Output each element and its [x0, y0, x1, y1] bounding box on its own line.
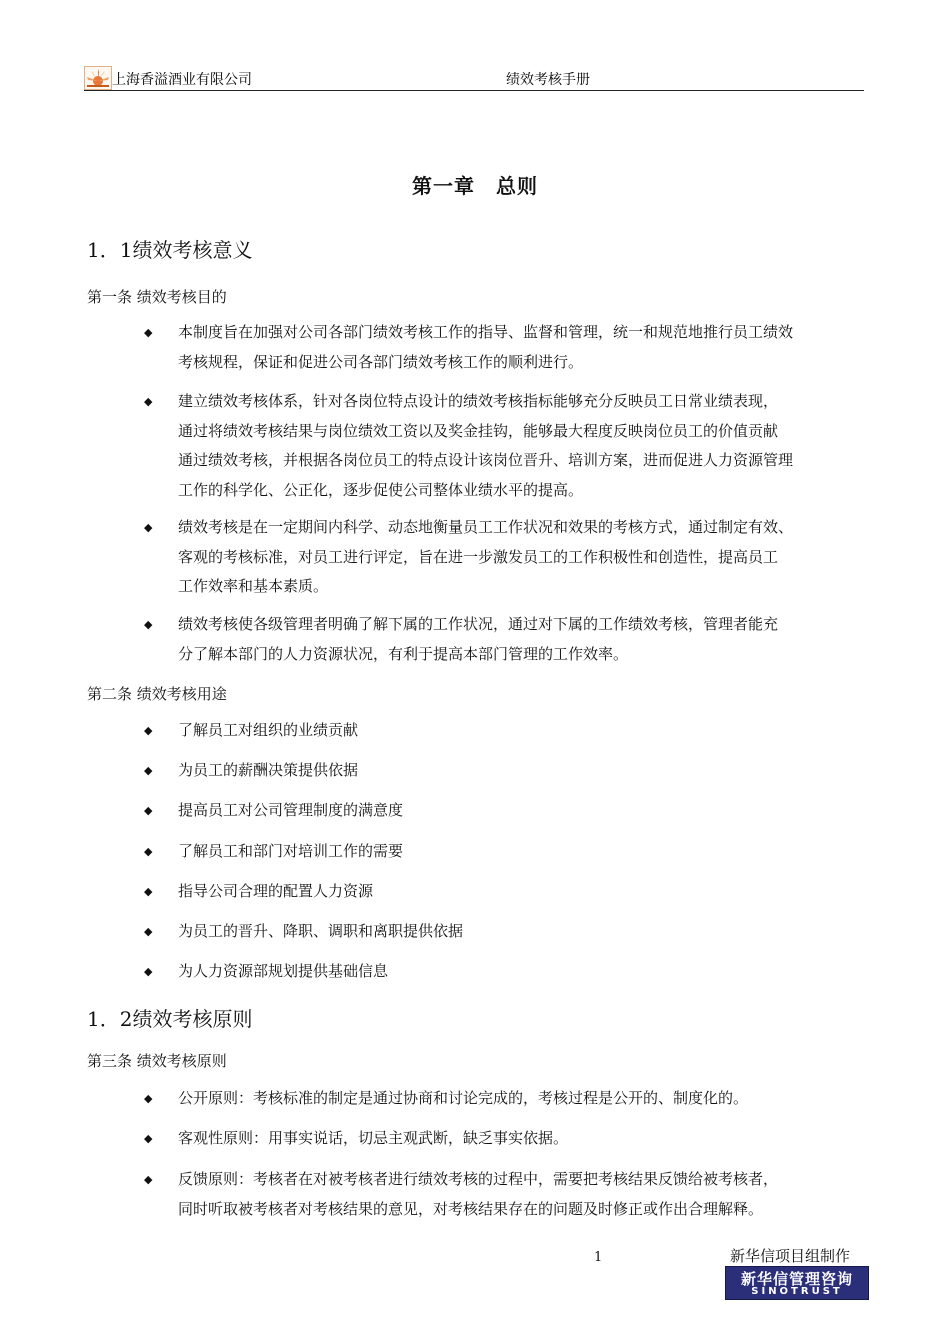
- footer-credit: 新华信项目组制作: [730, 1247, 851, 1265]
- bullet-diamond-icon: ◆: [144, 804, 153, 817]
- article-title: 第三条 绩效考核原则: [87, 1052, 227, 1070]
- page-number: 1: [594, 1250, 603, 1265]
- bullet-text-line: 工作效率和基本素质。: [178, 577, 329, 595]
- bullet-diamond-icon: ◆: [144, 395, 153, 408]
- bullet-diamond-icon: ◆: [144, 925, 153, 938]
- bullet-text-line: 了解员工对组织的业绩贡献: [178, 721, 359, 739]
- bullet-text-line: 客观性原则：用事实说话，切忌主观武断，缺乏事实依据。: [178, 1129, 569, 1147]
- list-item: [144, 387, 864, 505]
- bullet-text-line: 了解员工和部门对培训工作的需要: [178, 842, 404, 860]
- bullet-diamond-icon: ◆: [144, 885, 153, 898]
- bullet-text-line: 指导公司合理的配置人力资源: [178, 882, 374, 900]
- bullet-diamond-icon: ◆: [144, 521, 153, 534]
- bullet-text-line: 绩效考核使各级管理者明确了解下属的工作状况，通过对下属的工作绩效考核，管理者能充: [178, 615, 779, 633]
- list-item: [144, 957, 864, 987]
- bullet-text-line: 客观的考核标准，对员工进行评定，旨在进一步激发员工的工作积极性和创造性，提高员工: [178, 547, 779, 566]
- bullet-text-line: 为员工的薪酬决策提供依据: [178, 761, 359, 779]
- list-item: [144, 917, 864, 947]
- chapter-title: 第一章 总则: [412, 174, 538, 198]
- section-title: 1．2绩效考核原则: [87, 1007, 253, 1031]
- sunburst-logo-icon: [85, 67, 111, 89]
- bullet-diamond-icon: ◆: [144, 764, 153, 777]
- sinotrust-logo: [725, 1266, 869, 1300]
- bullet-text-line: 建立绩效考核体系，针对各岗位特点设计的绩效考核指标能够充分反映员工日常业绩表现，: [178, 392, 779, 410]
- bullet-text-line: 同时听取被考核者对考核结果的意见，对考核结果存在的问题及时修正或作出合理解释。: [178, 1199, 764, 1218]
- list-item: [144, 716, 864, 746]
- page-header: [84, 66, 864, 91]
- list-item: [144, 610, 864, 669]
- bullet-text-line: 工作的科学化、公正化，逐步促使公司整体业绩水平的提高。: [178, 480, 584, 499]
- list-item: [144, 1084, 864, 1114]
- bullet-text-line: 考核规程，保证和促进公司各部门绩效考核工作的顺利进行。: [178, 352, 584, 371]
- list-item: [144, 1165, 864, 1224]
- bullet-diamond-icon: ◆: [144, 618, 153, 631]
- bullet-text-line: 本制度旨在加强对公司各部门绩效考核工作的指导、监督和管理，统一和规范地推行员工绩效: [178, 323, 794, 341]
- header-company-name: 上海香溢酒业有限公司: [112, 72, 252, 88]
- bullet-diamond-icon: ◆: [144, 326, 153, 339]
- bullet-text-line: 反馈原则：考核者在对被考核者进行绩效考核的过程中，需要把考核结果反馈给被考核者，: [178, 1170, 779, 1188]
- list-item: [144, 1124, 864, 1154]
- bullet-text-line: 提高员工对公司管理制度的满意度: [178, 801, 404, 819]
- list-item: [144, 877, 864, 907]
- bullet-diamond-icon: ◆: [144, 1173, 153, 1186]
- list-item: [144, 318, 864, 377]
- logo-en-text: SINOTRUST: [751, 1286, 843, 1297]
- bullet-diamond-icon: ◆: [144, 724, 153, 737]
- article-title: 第一条 绩效考核目的: [87, 288, 227, 306]
- list-item: [144, 756, 864, 786]
- bullet-text-line: 分了解本部门的人力资源状况，有利于提高本部门管理的工作效率。: [178, 644, 629, 663]
- header-document-title: 绩效考核手册: [506, 72, 590, 88]
- list-item: [144, 796, 864, 826]
- company-logo: [84, 66, 112, 90]
- bullet-diamond-icon: ◆: [144, 1092, 153, 1105]
- bullet-diamond-icon: ◆: [144, 845, 153, 858]
- list-item: [144, 513, 864, 602]
- bullet-diamond-icon: ◆: [144, 1132, 153, 1145]
- bullet-text-line: 绩效考核是在一定期间内科学、动态地衡量员工工作状况和效果的考核方式，通过制定有效、: [178, 518, 794, 536]
- section-title: 1．1绩效考核意义: [87, 238, 253, 262]
- bullet-text-line: 通过绩效考核，并根据各岗位员工的特点设计该岗位晋升、培训方案，进而促进人力资源管理: [178, 451, 794, 469]
- bullet-text-line: 通过将绩效考核结果与岗位绩效工资以及奖金挂钩，能够最大程度反映岗位员工的价值贡献: [178, 421, 779, 440]
- logo-cn-text: 新华信管理咨询: [740, 1270, 853, 1288]
- article-title: 第二条 绩效考核用途: [87, 685, 227, 703]
- bullet-text-line: 为员工的晋升、降职、调职和离职提供依据: [178, 922, 464, 940]
- bullet-text-line: 公开原则：考核标准的制定是通过协商和讨论完成的，考核过程是公开的、制度化的。: [178, 1089, 749, 1107]
- bullet-diamond-icon: ◆: [144, 965, 153, 978]
- list-item: [144, 837, 864, 867]
- bullet-text-line: 为人力资源部规划提供基础信息: [178, 962, 389, 980]
